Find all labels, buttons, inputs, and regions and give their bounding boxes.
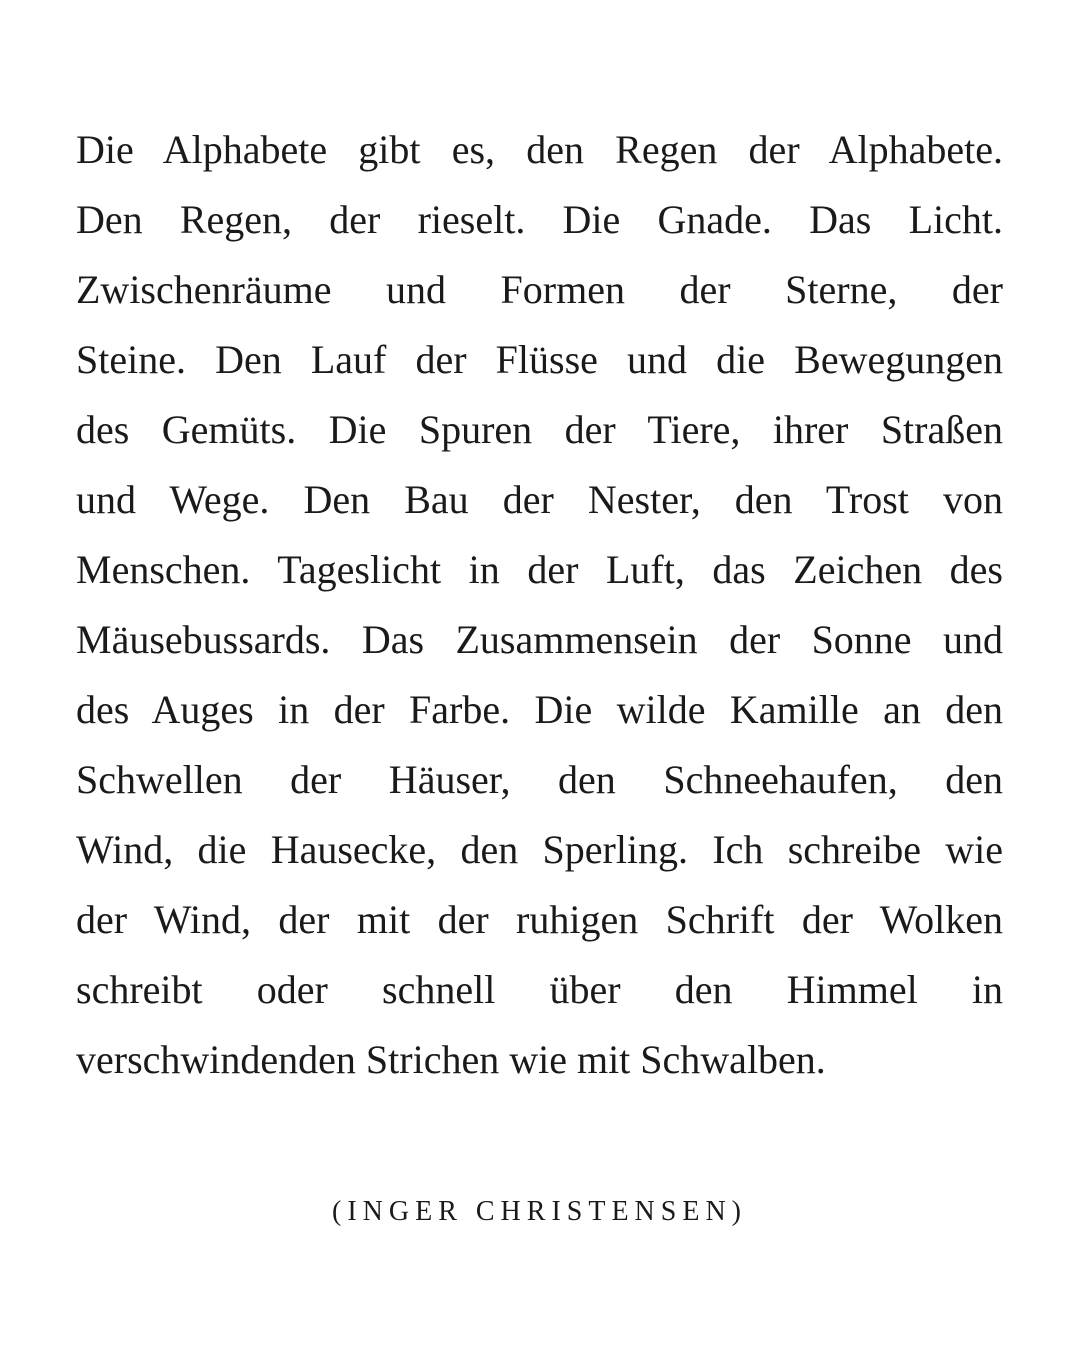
poem-line: Zwischenräume und Formen der Sterne, der — [76, 267, 1003, 312]
poem-line: Wind, die Hausecke, den Sperling. Ich schreibe wie — [76, 827, 1003, 872]
poem-line: verschwindenden Strichen wie mit Schwalben. — [76, 1037, 826, 1082]
poem-line: Menschen. Tageslicht in der Luft, das Zeichen des — [76, 547, 1003, 592]
poem-line: Steine. Den Lauf der Flüsse und die Bewegungen — [76, 337, 1003, 382]
poem-line: und Wege. Den Bau der Nester, den Trost von — [76, 477, 1003, 522]
poem-line: Die Alphabete gibt es, den Regen der Alphabete. — [76, 127, 1003, 172]
poem-line: Den Regen, der rieselt. Die Gnade. Das Licht. — [76, 197, 1003, 242]
poem-line: des Auges in der Farbe. Die wilde Kamille an den — [76, 687, 1003, 732]
poem-text — [76, 115, 1003, 1095]
poem-line: schreibt oder schnell über den Himmel in — [76, 967, 1003, 1012]
poem-line: der Wind, der mit der ruhigen Schrift der Wolken — [76, 897, 1003, 942]
poem-line: Mäusebussards. Das Zusammensein der Sonne und — [76, 617, 1003, 662]
poem-line: Schwellen der Häuser, den Schneehaufen, den — [76, 757, 1003, 802]
poem-line: des Gemüts. Die Spuren der Tiere, ihrer Straßen — [76, 407, 1003, 452]
author-attribution: (INGER CHRISTENSEN) — [332, 1196, 747, 1227]
